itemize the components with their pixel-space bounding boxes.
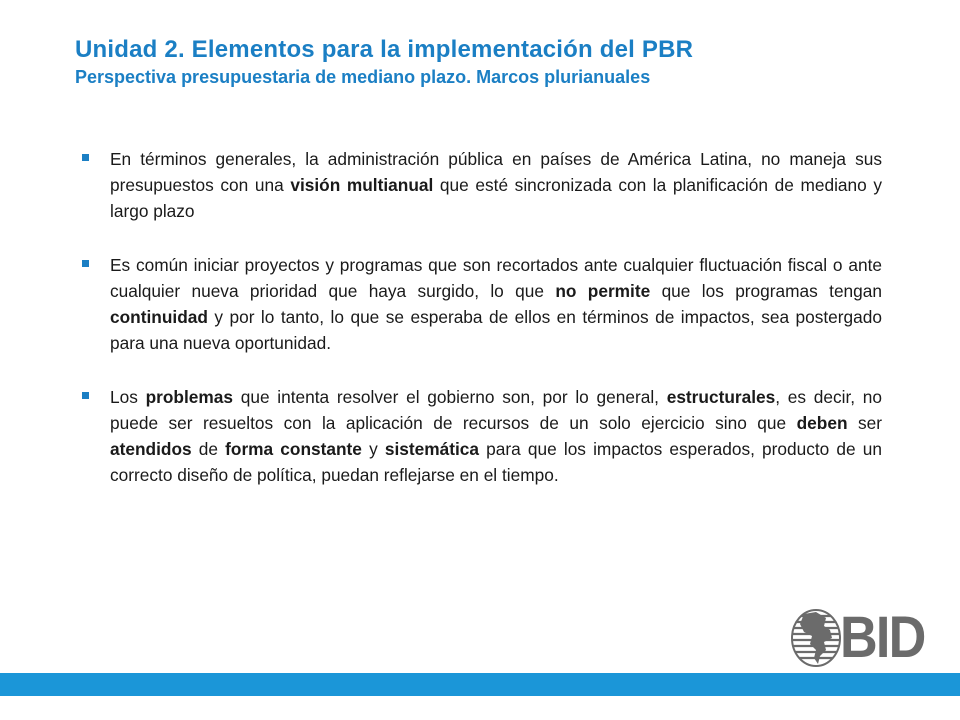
square-bullet-icon — [82, 154, 89, 161]
bullet-list — [82, 146, 882, 516]
bullet-item — [82, 384, 882, 488]
bid-logo-text: BID — [840, 604, 925, 670]
bullet-item — [82, 252, 882, 356]
square-bullet-icon — [82, 260, 89, 267]
page-title: Unidad 2. Elementos para la implementación del PBR — [75, 36, 694, 63]
square-bullet-icon — [82, 392, 89, 399]
bid-logo — [790, 605, 935, 670]
bullet-text: En términos generales, la administración pública en países de América Latina, no maneja sus presupuestos con una visión multianual que esté sincronizada con la planificación de mediano y largo plazo — [110, 149, 883, 221]
page-subtitle: Perspectiva presupuestaria de mediano plazo. Marcos plurianuales — [75, 67, 651, 87]
bullet-text: Los problemas que intenta resolver el gobierno son, por lo general, estructurales, es decir, no puede ser resueltos con la aplicación de recursos de un solo ejercicio sino que deben ser atendidos de forma constante y sistemática para que los impactos esperados, producto de un correcto diseño de política, puedan reflejarse en el tiempo. — [110, 387, 883, 485]
bullet-item — [82, 146, 882, 224]
globe-icon — [790, 608, 842, 668]
bullet-text: Es común iniciar proyectos y programas que son recortados ante cualquier fluctuación fiscal o ante cualquier nueva prioridad que haya surgido, lo que no permite que los programas tengan continuidad y por lo tanto, lo que se esperaba de ellos en términos de impactos, sea postergado para una nueva oportunidad. — [110, 255, 882, 353]
bottom-bar — [0, 673, 960, 696]
